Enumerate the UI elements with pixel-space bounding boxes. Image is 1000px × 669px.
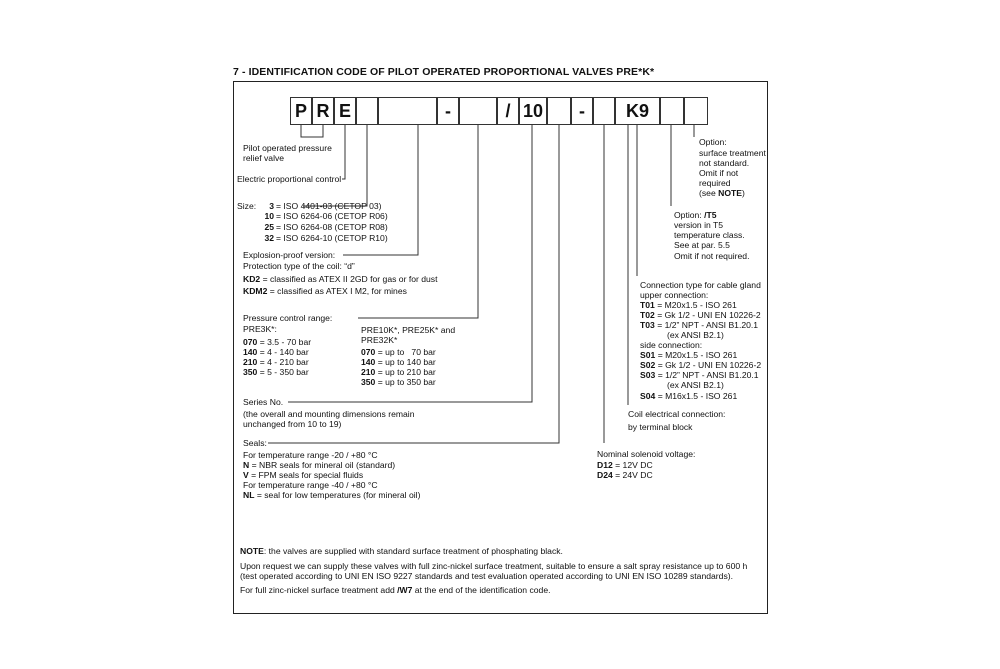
explosion-line1: Explosion-proof version: [243,250,336,260]
pressure-left-140: 140 = 4 - 140 bar [243,347,309,357]
pressure-left-210: 210 = 4 - 210 bar [243,357,309,367]
surface-line4: Omit if not [699,168,739,178]
code-box-13: K9 [615,97,660,125]
gland-title: Connection type for cable gland [640,280,761,290]
size-desc-3: = ISO 4401-03 (CETOP 03) [276,201,382,211]
explosion-kd2: KD2 = classified as ATEX II 2GD for gas or for dust [243,274,438,284]
seals-nl: NL = seal for low temperatures (for mineral oil) [243,490,421,500]
size-desc-25: = ISO 6264-08 (CETOP R08) [276,222,388,232]
pressure-right-070: 070 = up to 70 bar [361,347,436,357]
pressure-left-head: PRE3K*: [243,324,277,334]
t5-line4: See at par. 5.5 [674,240,730,250]
pressure-left-070: 070 = 3.5 - 70 bar [243,337,312,347]
series-label: Series No. [243,397,284,407]
pressure-right-head2: PRE32K* [361,335,398,345]
note-line3: (test operated according to UNI EN ISO 9227 standards and test evaluation operated according to UNI EN ISO 10289 standards). [240,571,733,581]
surface-line2: surface treatment [699,148,766,158]
pressure-right-head1: PRE10K*, PRE25K* and [361,325,456,335]
gland-s03-sub: (ex ANSI B2.1) [667,380,724,390]
leader-pilot [301,125,323,137]
code-box-9: 10 [519,97,547,125]
size-desc-10: = ISO 6264-06 (CETOP R06) [276,211,388,221]
size-code-32: 32 [264,233,274,243]
pressure-right-210: 210 = up to 210 bar [361,367,436,377]
surface-line3: not standard. [699,158,750,168]
gland-s04: S04 = M16x1.5 - ISO 261 [640,391,738,401]
size-code-10: 10 [264,211,274,221]
explosion-line2: Protection type of the coil: “d” [243,261,355,271]
gland-side: side connection: [640,340,703,350]
code-box-11: - [571,97,593,125]
leader-electric [342,125,345,179]
electric-label: Electric proportional control [237,174,342,184]
surface-line5: required [699,178,731,188]
seals-range1: For temperature range -20 / +80 °C [243,450,378,460]
pressure-right-140: 140 = up to 140 bar [361,357,436,367]
note-line4: For full zinc-nickel surface treatment add /W7 at the end of the identification code. [240,585,551,595]
solenoid-label: Nominal solenoid voltage: [597,449,696,459]
size-label: Size: [237,201,257,211]
gland-s01: S01 = M20x1.5 - ISO 261 [640,350,738,360]
code-box-2: R [312,97,334,125]
note-line2: Upon request we can supply these valves with full zinc-nickel surface treatment, suitable to ensure a salt spray resistance up to 600 h [240,561,748,571]
seals-range2: For temperature range -40 / +80 °C [243,480,378,490]
seals-n: N = NBR seals for mineral oil (standard) [243,460,396,470]
seals-label: Seals: [243,438,267,448]
gland-upper: upper connection: [640,290,709,300]
t5-option: Option: /T5 [674,210,717,220]
pressure-label: Pressure control range: [243,313,333,323]
gland-t03-sub: (ex ANSI B2.1) [667,330,724,340]
code-box-1: P [290,97,312,125]
t5-line5: Omit if not required. [674,251,750,261]
size-code-25: 25 [264,222,274,232]
series-note-line2: unchanged from 10 to 19) [243,419,342,429]
seals-v: V = FPM seals for special fluids [243,470,364,480]
gland-s03: S03 = 1/2” NPT - ANSI B1.20.1 [640,370,759,380]
code-box-6: - [437,97,459,125]
size-code-3: 3 [269,201,274,211]
page-title: 7 - IDENTIFICATION CODE OF PILOT OPERATED PROPORTIONAL VALVES PRE*K* [233,66,655,78]
surface-line1: Option: [699,137,727,147]
pilot-label-line1: Pilot operated pressure [243,143,332,153]
t5-line3: temperature class. [674,230,745,240]
size-desc-32: = ISO 6264-10 (CETOP R10) [276,233,388,243]
explosion-kdm2: KDM2 = classified as ATEX I M2, for mines [243,286,407,296]
coil-label-line2: by terminal block [628,422,693,432]
code-box-3: E [334,97,356,125]
solenoid-d12: D12 = 12V DC [597,460,653,470]
pilot-label-line2: relief valve [243,153,285,163]
gland-t01: T01 = M20x1.5 - ISO 261 [640,300,737,310]
surface-line6: (see NOTE) [699,188,745,198]
note-line1: NOTE: the valves are supplied with standard surface treatment of phosphating black. [240,546,563,556]
pressure-left-350: 350 = 5 - 350 bar [243,367,309,377]
coil-label-line1: Coil electrical connection: [628,409,726,419]
pressure-right-350: 350 = up to 350 bar [361,377,436,387]
solenoid-d24: D24 = 24V DC [597,470,653,480]
gland-s02: S02 = Gk 1/2 - UNI EN 10226-2 [640,360,762,370]
gland-t03: T03 = 1/2” NPT - ANSI B1.20.1 [640,320,759,330]
gland-t02: T02 = Gk 1/2 - UNI EN 10226-2 [640,310,761,320]
t5-line2: version in T5 [674,220,724,230]
series-note-line1: (the overall and mounting dimensions remain [243,409,415,419]
code-box-8: / [497,97,519,125]
